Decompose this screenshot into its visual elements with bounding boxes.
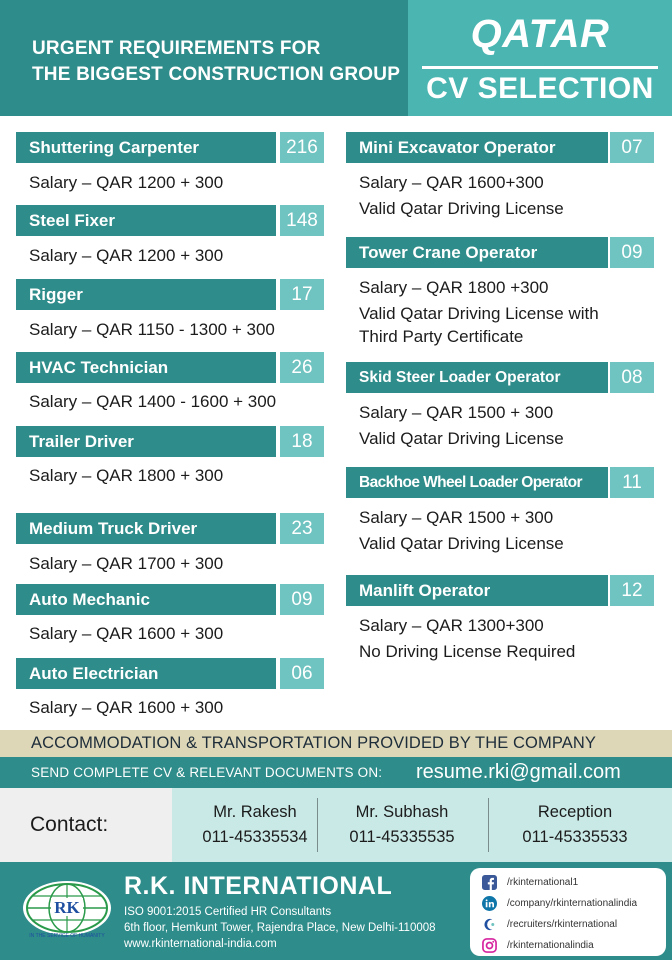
job-title: Skid Steer Loader Operator bbox=[346, 362, 608, 393]
footer bbox=[0, 862, 672, 960]
job-count: 23 bbox=[280, 513, 324, 544]
contact-section bbox=[0, 788, 672, 862]
social-linkedin[interactable] bbox=[482, 894, 637, 912]
job-requirement: Valid Qatar Driving License with bbox=[359, 304, 599, 323]
job-title: Rigger bbox=[16, 279, 276, 310]
social-recruiters[interactable] bbox=[482, 915, 617, 933]
job-salary: Salary – QAR 1150 - 1300 + 300 bbox=[29, 320, 275, 339]
address: 6th floor, Hemkunt Tower, Rajendra Place, New Delhi-110008 bbox=[124, 922, 436, 934]
job-salary: Salary – QAR 1300+300 bbox=[359, 616, 544, 635]
job-salary: Salary – QAR 1600 + 300 bbox=[29, 698, 224, 717]
job-requirement: Valid Qatar Driving License bbox=[359, 429, 564, 448]
job-count: 26 bbox=[280, 352, 324, 383]
social-facebook[interactable] bbox=[482, 873, 578, 891]
contact-phone[interactable]: 011-45335535 bbox=[349, 828, 455, 846]
job-salary: Salary – QAR 1500 + 300 bbox=[359, 508, 554, 527]
send-cv-text: SEND COMPLETE CV & RELEVANT DOCUMENTS ON: bbox=[31, 765, 383, 780]
facebook-handle: /rkinternational1 bbox=[507, 876, 579, 888]
job-title: Mini Excavator Operator bbox=[346, 132, 608, 163]
job-count: 148 bbox=[280, 205, 324, 236]
contact-panel bbox=[172, 788, 672, 862]
header-divider bbox=[422, 66, 658, 69]
social-links-panel bbox=[470, 868, 666, 956]
contact-name: Mr. Subhash bbox=[355, 803, 449, 821]
job-count: 17 bbox=[280, 279, 324, 310]
job-requirement: Third Party Certificate bbox=[359, 327, 524, 346]
contact-divider bbox=[317, 798, 318, 852]
job-requirement: Valid Qatar Driving License bbox=[359, 199, 564, 218]
job-salary: Salary – QAR 1200 + 300 bbox=[29, 173, 224, 192]
contact-name: Reception bbox=[537, 803, 613, 821]
job-title: HVAC Technician bbox=[16, 352, 276, 383]
job-count: 09 bbox=[610, 237, 654, 268]
logo-tagline: IN THE SERVICE OF HUMANITY bbox=[29, 933, 105, 939]
instagram-handle: /rkinternationalindia bbox=[507, 939, 594, 951]
job-title: Steel Fixer bbox=[16, 205, 276, 236]
accommodation-banner: ACCOMMODATION & TRANSPORTATION PROVIDED BY THE COMPANY bbox=[0, 730, 672, 757]
contact-reception bbox=[492, 800, 658, 850]
job-salary: Salary – QAR 1200 + 300 bbox=[29, 246, 224, 265]
job-title: Trailer Driver bbox=[16, 426, 276, 457]
contact-phone[interactable]: 011-45335534 bbox=[202, 828, 308, 846]
job-salary: Salary – QAR 1700 + 300 bbox=[29, 554, 224, 573]
contact-rakesh bbox=[172, 800, 338, 850]
job-salary: Salary – QAR 1600+300 bbox=[359, 173, 544, 192]
job-salary: Salary – QAR 1800 + 300 bbox=[29, 466, 224, 485]
website-link[interactable]: www.rkinternational-india.com bbox=[124, 938, 277, 950]
job-salary: Salary – QAR 1800 +300 bbox=[359, 278, 549, 297]
linkedin-icon bbox=[482, 896, 497, 911]
job-title: Auto Electrician bbox=[16, 658, 276, 689]
header-headline bbox=[32, 36, 400, 88]
facebook-icon bbox=[482, 875, 497, 890]
logo-monogram: RK bbox=[54, 898, 80, 917]
contact-divider bbox=[488, 798, 489, 852]
job-title: Manlift Operator bbox=[346, 575, 608, 606]
job-count: 11 bbox=[610, 467, 654, 498]
header-line-1: URGENT REQUIREMENTS FOR bbox=[32, 38, 321, 59]
send-cv-banner bbox=[0, 757, 672, 788]
job-salary: Salary – QAR 1500 + 300 bbox=[359, 403, 554, 422]
recruiters-handle: /recruiters/rkinternational bbox=[507, 918, 618, 930]
company-name: R.K. INTERNATIONAL bbox=[124, 872, 393, 900]
job-count: 08 bbox=[610, 362, 654, 393]
job-title: Medium Truck Driver bbox=[16, 513, 276, 544]
header-line-2: THE BIGGEST CONSTRUCTION GROUP bbox=[32, 64, 401, 85]
job-title: Tower Crane Operator bbox=[346, 237, 608, 268]
job-salary: Salary – QAR 1400 - 1600 + 300 bbox=[29, 392, 277, 411]
contact-label: Contact: bbox=[0, 788, 172, 862]
rk-globe-logo bbox=[20, 878, 114, 940]
contact-phone[interactable]: 011-45335533 bbox=[522, 828, 628, 846]
job-salary: Salary – QAR 1600 + 300 bbox=[29, 624, 224, 643]
job-title: Shuttering Carpenter bbox=[16, 132, 276, 163]
header-banner bbox=[0, 0, 672, 116]
job-title: Auto Mechanic bbox=[16, 584, 276, 615]
certification: ISO 9001:2015 Certified HR Consultants bbox=[124, 906, 332, 918]
social-instagram[interactable] bbox=[482, 936, 594, 954]
job-requirement: Valid Qatar Driving License bbox=[359, 534, 564, 553]
job-count: 12 bbox=[610, 575, 654, 606]
recruiters-icon bbox=[482, 917, 497, 932]
email-link[interactable]: resume.rki@gmail.com bbox=[416, 761, 621, 783]
job-title: Backhoe Wheel Loader Operator bbox=[346, 467, 608, 498]
job-count: 09 bbox=[280, 584, 324, 615]
cv-selection-title: CV SELECTION bbox=[426, 72, 654, 105]
job-count: 216 bbox=[280, 132, 324, 163]
job-requirement: No Driving License Required bbox=[359, 642, 576, 661]
contact-name: Mr. Rakesh bbox=[213, 803, 297, 821]
linkedin-handle: /company/rkinternationalindia bbox=[507, 897, 638, 909]
instagram-icon bbox=[482, 938, 497, 953]
header-country-panel bbox=[408, 0, 672, 116]
job-count: 18 bbox=[280, 426, 324, 457]
job-count: 07 bbox=[610, 132, 654, 163]
contact-subhash bbox=[319, 800, 485, 850]
country-title: QATAR bbox=[470, 12, 610, 56]
job-count: 06 bbox=[280, 658, 324, 689]
